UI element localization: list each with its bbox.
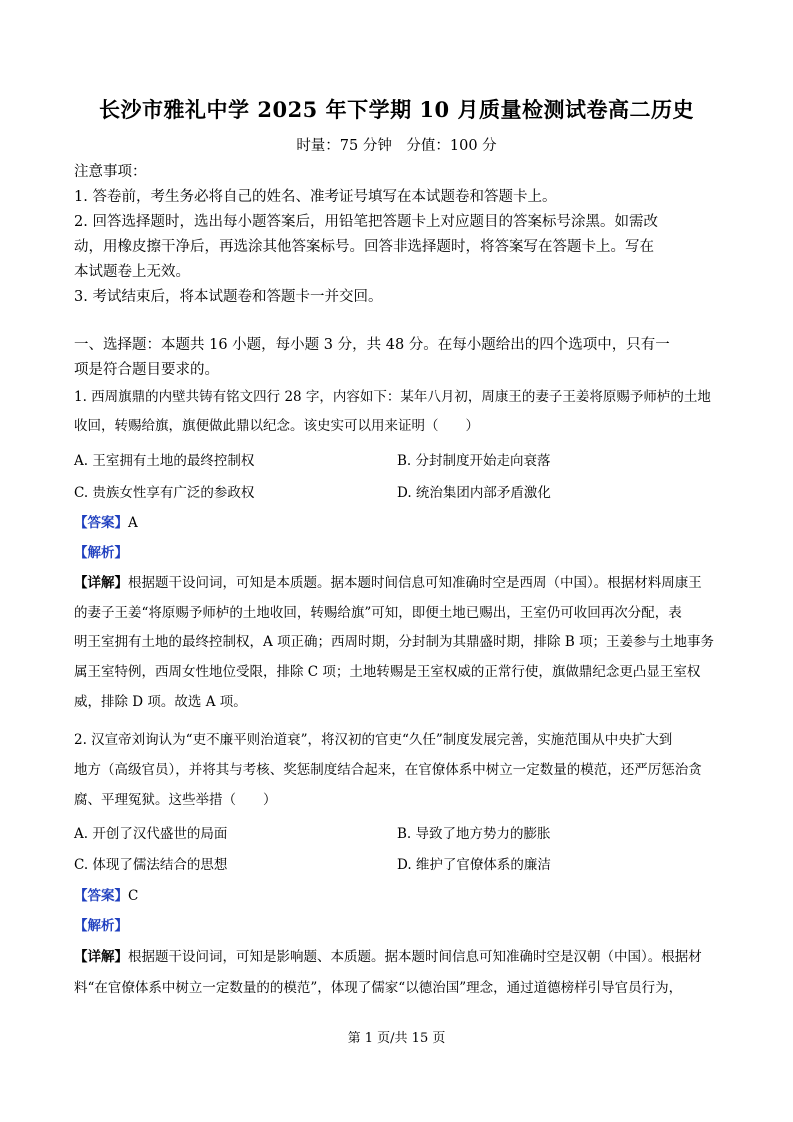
detail-text: 的妻子王姜“将原赐予师栌的土地收回，转赐给旗”可知，即便土地已赐出，王室仍可收回再次分配，表 [74, 605, 682, 621]
answer-line [74, 884, 724, 904]
section-heading-cont: 项是符合题目要求的。 [74, 362, 219, 378]
question-stem: 1. 西周旗鼎的内壁共铸有铭文四行 28 字，内容如下：某年八月初，周康王的妻子王姜将原赐予师栌的土地 [74, 389, 711, 405]
detail-tag: 【详解】 [74, 575, 128, 591]
question-stem: 地方（高级官员），并将其与考核、奖惩制度结合起来，在官僚体系中树立一定数量的模范，还严厉惩治贪 [74, 762, 702, 778]
analysis-tag: 【解析】 [74, 918, 128, 934]
answer-tag: 【答案】 [74, 888, 128, 904]
note-line: 2. 回答选择题时，选出每小题答案后，用铅笔把答题卡上对应题目的答案标号涂黑。如需改 [74, 214, 658, 230]
analysis-line [74, 541, 724, 561]
answer-value: A [128, 515, 138, 531]
page-footer: 第 1 页/共 15 页 [347, 1031, 446, 1046]
analysis-tag: 【解析】 [74, 545, 128, 561]
note-line: 动，用橡皮擦干净后，再选涂其他答案标号。回答非选择题时，将答案写在答题卡上。写在 [74, 239, 654, 255]
option-a: A. 开创了汉代盛世的局面 [74, 826, 228, 842]
note-line: 1. 答卷前，考生务必将自己的姓名、准考证号填写在本试题卷和答题卡上。 [74, 189, 557, 205]
analysis-line [74, 914, 724, 934]
note-line: 3. 考试结束后，将本试题卷和答题卡一并交回。 [74, 289, 383, 305]
option-b: B. 导致了地方势力的膨胀 [397, 826, 551, 842]
detail-text: 料“在官僚体系中树立一定数量的的模范”，体现了儒家“以德治国”理念，通过道德榜样引导官员行为， [74, 980, 683, 996]
answer-line [74, 511, 724, 531]
detail-text: 威，排除 D 项。故选 A 项。 [74, 694, 247, 710]
note-line: 本试题卷上无效。 [74, 264, 190, 280]
detail-tag: 【详解】 [74, 949, 128, 965]
section-heading: 一、选择题：本题共 16 小题，每小题 3 分，共 48 分。在每小题给出的四个选项中，只有一 [74, 337, 670, 353]
question-stem: 收回，转赐给旗，旗便做此鼎以纪念。该史实可以用来证明（ ） [74, 418, 479, 434]
question-stem: 腐、平理冤狱。这些举措（ ） [74, 792, 277, 808]
detail-line [74, 571, 724, 591]
option-a: A. 王室拥有土地的最终控制权 [74, 453, 255, 469]
notes-heading: 注意事项： [74, 164, 147, 180]
option-d: D. 统治集团内部矛盾激化 [397, 485, 551, 501]
detail-text: 根据题干设问词，可知是影响题、本质题。据本题时间信息可知准确时空是汉朝（中国）。根据材 [128, 949, 702, 965]
option-c: C. 体现了儒法结合的思想 [74, 857, 228, 873]
option-d: D. 维护了官僚体系的廉洁 [397, 857, 551, 873]
detail-line [74, 945, 724, 965]
answer-value: C [128, 888, 139, 904]
option-b: B. 分封制度开始走向衰落 [397, 453, 551, 469]
exam-meta: 时量：75 分钟 分值：100 分 [296, 138, 497, 154]
detail-text: 明王室拥有土地的最终控制权，A 项正确；西周时期，分封制为其鼎盛时期，排除 B 项；王姜参与土地事务 [74, 634, 715, 650]
option-c: C. 贵族女性享有广泛的参政权 [74, 485, 255, 501]
detail-text: 属王室特例，西周女性地位受限，排除 C 项；土地转赐是王室权威的正常行使，旗做鼎纪念更凸显王室权 [74, 664, 701, 680]
question-stem: 2. 汉宣帝刘询认为“吏不廉平则治道衰”，将汉初的官吏“久任”制度发展完善，实施范围从中央扩大到 [74, 732, 673, 748]
answer-tag: 【答案】 [74, 515, 128, 531]
detail-text: 根据题干设问词，可知是本质题。据本题时间信息可知准确时空是西周（中国）。根据材料周康王 [128, 575, 702, 591]
page-title: 长沙市雅礼中学 2025 年下学期 10 月质量检测试卷高二历史 [99, 97, 694, 122]
